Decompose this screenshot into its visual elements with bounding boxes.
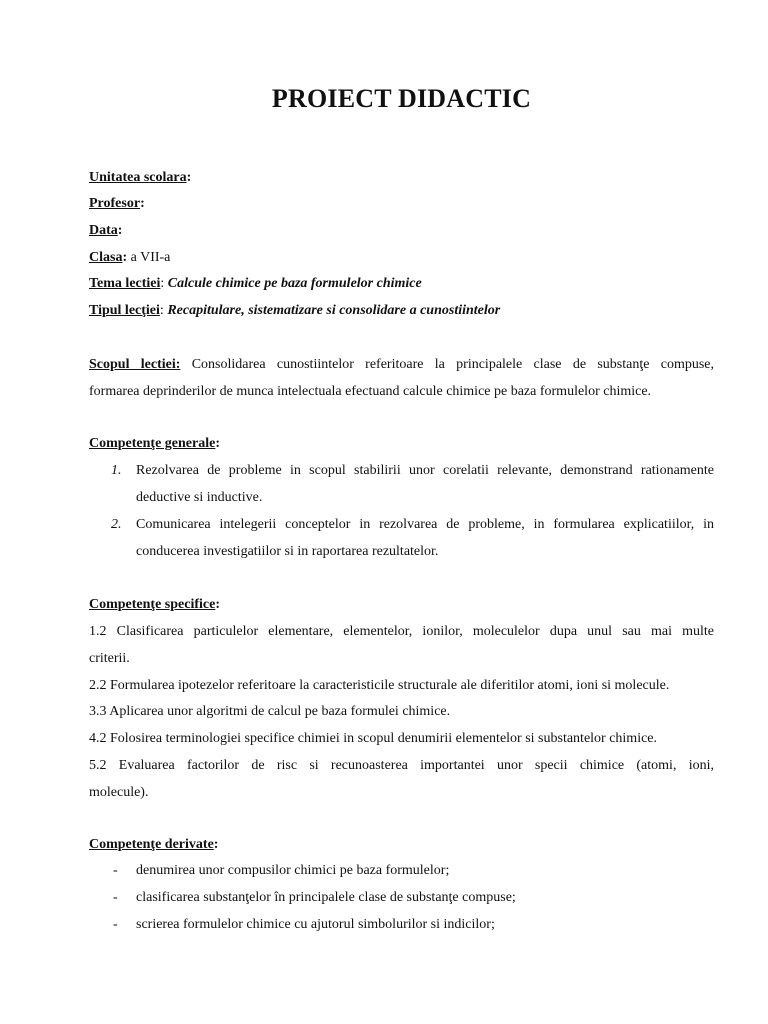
info-clasa bbox=[89, 249, 170, 267]
scopul-label: Scopul lectiei: bbox=[89, 357, 181, 372]
item-line1: Comunicarea intelegerii conceptelor in rezolvarea de probleme, in formularea explicatiilor, in bbox=[136, 517, 714, 532]
dash-bullet: - bbox=[113, 917, 118, 932]
document-title: PROIECT DIDACTIC bbox=[271, 84, 532, 113]
competente-derivate-colon: : bbox=[213, 837, 219, 852]
item-text: denumirea unor compusilor chimici pe baza formulelor; bbox=[136, 863, 450, 878]
item-number: 2. bbox=[111, 517, 122, 532]
info-unitate bbox=[89, 169, 191, 187]
competente-generale-colon: : bbox=[215, 436, 221, 451]
competenta-specifica-1 bbox=[89, 618, 714, 672]
item-line1: Rezolvarea de probleme in scopul stabilirii unor corelatii relevante, demonstrand rationamente bbox=[136, 463, 714, 478]
competente-generale-heading bbox=[89, 435, 220, 453]
competente-specifice-label: Competenţe specifice bbox=[89, 597, 216, 612]
info-tipul bbox=[89, 302, 500, 320]
scopul-text1: Consolidarea cunostiintelor referitoare la principalele clase de substanţe compuse, bbox=[191, 357, 714, 372]
item-line2: criterii. bbox=[89, 651, 130, 666]
competente-derivate-heading bbox=[89, 836, 218, 854]
competenta-derivata-2 bbox=[89, 889, 516, 907]
tipul-value: Recapitulare, sistematizare si consolidare a cunostiintelor bbox=[167, 303, 501, 318]
competenta-specifica-3 bbox=[89, 698, 714, 725]
info-tema bbox=[89, 275, 422, 293]
item-line2: deductive si inductive. bbox=[136, 490, 263, 505]
data-label: Data bbox=[89, 223, 118, 238]
info-profesor bbox=[89, 195, 145, 213]
competenta-derivata-3 bbox=[89, 916, 495, 934]
data-colon: : bbox=[117, 223, 123, 238]
item-line2: molecule). bbox=[89, 785, 149, 800]
tema-colon: : bbox=[160, 276, 165, 291]
dash-bullet: - bbox=[113, 890, 118, 905]
item-line1: 5.2 Evaluarea factorilor de risc si recunoasterea importantei unor specii chimice (atomi, ioni, bbox=[89, 758, 714, 773]
tipul-label: Tipul lecţiei bbox=[89, 303, 160, 318]
competente-specifice-colon: : bbox=[215, 597, 221, 612]
competenta-specifica-5 bbox=[89, 752, 714, 806]
scopul-line1 bbox=[89, 351, 714, 378]
item-line1: 4.2 Folosirea terminologiei specifice chimiei in scopul denumirii elementelor si substantelor chimice. bbox=[89, 731, 658, 746]
clasa-value: a VII-a bbox=[130, 250, 171, 265]
competenta-specifica-2 bbox=[89, 672, 714, 699]
competenta-generala-1 bbox=[89, 457, 714, 511]
item-line2: conducerea investigatiilor si in raportarea rezultatelor. bbox=[136, 544, 439, 559]
profesor-label: Profesor bbox=[89, 196, 141, 211]
info-data bbox=[89, 222, 122, 240]
item-text: scrierea formulelor chimice cu ajutorul simbolurilor si indicilor; bbox=[136, 917, 495, 932]
tema-label: Tema lectiei bbox=[89, 276, 161, 291]
competenta-generala-2 bbox=[89, 511, 714, 565]
competenta-specifica-4 bbox=[89, 725, 714, 752]
item-number: 1. bbox=[111, 463, 122, 478]
item-text bbox=[136, 511, 714, 565]
item-line1: 3.3 Aplicarea unor algoritmi de calcul pe baza formulei chimice. bbox=[89, 704, 451, 719]
scopul-paragraph bbox=[89, 351, 714, 405]
scopul-line2: formarea deprinderilor de munca intelectuala efectuand calcule chimice pe baza formulelor chimice. bbox=[89, 384, 652, 399]
tipul-colon: : bbox=[159, 303, 164, 318]
competenta-derivata-1 bbox=[89, 862, 449, 880]
item-line1: 1.2 Clasificarea particulelor elementare, elementelor, ionilor, moleculelor dupa unul sau mai multe bbox=[89, 624, 714, 639]
profesor-colon: : bbox=[140, 196, 145, 211]
clasa-colon: : bbox=[122, 250, 128, 265]
tema-value: Calcule chimice pe baza formulelor chimice bbox=[167, 276, 422, 291]
competente-specifice-heading bbox=[89, 596, 220, 614]
competente-derivate-label: Competenţe derivate bbox=[89, 837, 214, 852]
item-line1: 2.2 Formularea ipotezelor referitoare la caracteristicile structurale ale diferitilor atomi, ioni si molecule. bbox=[89, 678, 670, 693]
dash-bullet: - bbox=[113, 863, 118, 878]
unitate-colon: : bbox=[186, 170, 192, 185]
item-text bbox=[136, 457, 714, 511]
unitate-label: Unitatea scolara bbox=[89, 170, 187, 185]
item-text: clasificarea substanţelor în principalele clase de substanţe compuse; bbox=[136, 890, 516, 905]
clasa-label: Clasa bbox=[89, 250, 123, 265]
competente-generale-label: Competenţe generale bbox=[89, 436, 216, 451]
